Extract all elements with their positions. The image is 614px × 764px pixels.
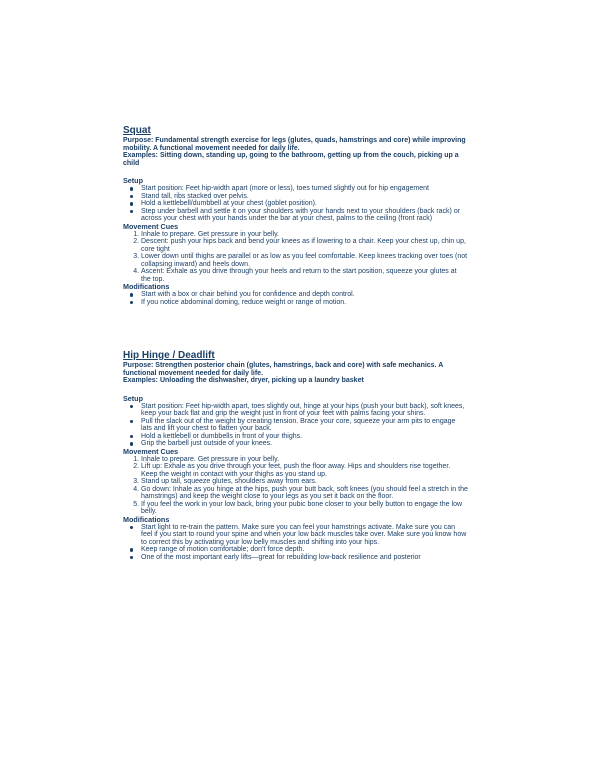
list-item: Stand tall, ribs stacked over pelvis. <box>141 193 468 201</box>
modifications-heading: Modifications <box>123 514 170 524</box>
modifications-list <box>123 291 468 306</box>
setup-heading: Setup <box>123 393 143 403</box>
list-item: Start light to re-train the pattern. Make sure you can feel your hamstrings activate. Make sure you can feel if you start to round your spine and when your low back muscles take over. Make sure you know how to correct this by activating your low belly muscles and shifting into your hips. <box>141 523 467 546</box>
list-item: One of the most important early lifts—great for rebuilding low-back resilience and posterior <box>141 554 468 562</box>
list-item: Hold a kettlebell or dumbbells in front of your thighs. <box>141 433 468 441</box>
purpose-text: Purpose: Strengthen posterior chain (glutes, hamstrings, back and core) with safe mechanics. A functional movement needed for daily life. <box>123 362 443 377</box>
list-item: 2. Lift up: Exhale as you drive through your feet, push the floor away. Hips and shoulders rise together. Keep the weight in contact with your thighs as you stand up. <box>141 463 468 478</box>
modifications-heading: Modifications <box>123 282 170 291</box>
movement-cues-heading: Movement Cues <box>123 221 179 231</box>
section-title: Squat <box>123 125 151 136</box>
list-item: Hold a kettlebell/dumbbell at your chest (goblet position). <box>141 200 468 208</box>
squat-section <box>123 125 468 306</box>
list-item: Keep range of motion comfortable; don’t force depth. <box>141 546 468 554</box>
list-item: 1. Inhale to prepare. Get pressure in your belly. <box>141 231 468 239</box>
list-item: 3. Stand up tall, squeeze glutes, shoulders away from ears. <box>141 478 468 486</box>
list-item: 2. Descent: push your hips back and bend your knees as if lowering to a chair. Keep your chest up, chin up, core tight <box>141 238 468 253</box>
list-item: Step under barbell and settle it on your shoulders with your hands next to your shoulders (back rack) or across your chest with your hands under the bar at your chest, palms to the ceiling (front rack) <box>141 208 468 223</box>
section-title: Hip Hinge / Deadlift <box>123 350 215 361</box>
list-item: 3. Lower down until thighs are parallel or as low as you feel comfortable. Keep knees tracking over toes (not collapsing inward) and heels down. <box>141 253 468 268</box>
list-item: Start position: Feet hip-width apart, toes slightly out, hinge at your hips (push your butt back), soft knees, keep your back flat and grip the weight just in front of your feet with palms facing your shins. <box>141 403 468 418</box>
list-item: 4. Ascent: Exhale as you drive through your heels and return to the start position, squeeze your glutes at the top. <box>141 268 468 283</box>
setup-list <box>123 403 468 448</box>
list-item: Pull the slack out of the weight by creating tension. Brace your core, squeeze your arm pits to engage lats and lift your chest to flatten your back. <box>141 418 468 433</box>
list-item: Grip the barbell just outside of your knees. <box>141 440 468 448</box>
modifications-list <box>123 524 468 562</box>
list-item: Start position: Feet hip-width apart (more or less), toes turned slightly out for hip engagement <box>141 185 468 193</box>
list-item: 5. If you feel the work in your low back, bring your pubic bone closer to your belly button to engage the low belly. <box>141 501 468 516</box>
movement-cues-list <box>123 231 468 284</box>
movement-cues-heading: Movement Cues <box>123 446 179 456</box>
purpose-text: Purpose: Fundamental strength exercise for legs (glutes, quads, hamstrings and core) while improving mobility. A functional movement needed for daily life. <box>123 137 466 152</box>
list-item: 1. Inhale to prepare. Get pressure in your belly. <box>141 456 468 464</box>
hip-hinge-section <box>123 350 468 561</box>
list-item: If you notice abdominal doming, reduce weight or range of motion. <box>141 299 468 307</box>
examples-text: Examples: Unloading the dishwasher, dryer, picking up a laundry basket <box>123 377 364 384</box>
list-item: 4. Go down: Inhale as you hinge at the hips, push your butt back, soft knees (you should feel a stretch in the hamstrings) and keep the weight close to your legs as you set it back on the floor. <box>141 486 468 501</box>
movement-cues-list <box>123 456 468 516</box>
setup-heading: Setup <box>123 176 143 185</box>
examples-text: Examples: Sitting down, standing up, going to the bathroom, getting up from the couch, picking up a child <box>123 152 459 167</box>
list-item: Start with a box or chair behind you for confidence and depth control. <box>141 291 468 299</box>
setup-list <box>123 185 468 223</box>
